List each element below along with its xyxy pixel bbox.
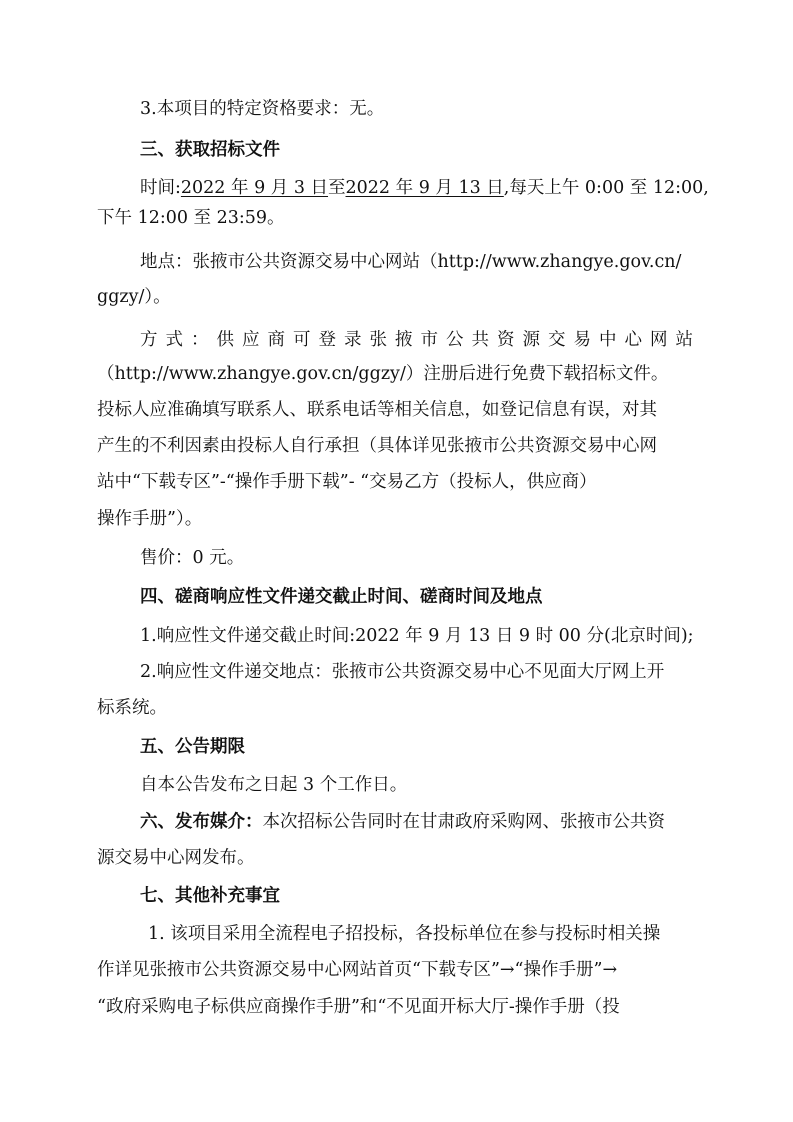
method-line-2: （http://www.zhangye.gov.cn/ggzy/）注册后进行免费下载招标文件。 [97,364,669,384]
method-line-1-char: 可 [293,330,311,350]
time-start-date: 2022 年 9 月 3 日 [180,178,329,198]
place-line-2: ggzy/）。 [97,287,171,307]
method-line-1-char: 易 [573,330,591,350]
section-7-heading: 七、其他补充事宜 [140,886,280,906]
section-3-heading: 三、获取招标文件 [140,140,280,160]
method-line-1-char: 供 [216,330,234,350]
method-line-1-char: 张 [369,330,387,350]
method-line-1-char: 公 [446,330,464,350]
method-line-1-char: 掖 [395,330,413,350]
time-line-2: 下午 12:00 至 23:59。 [97,208,285,228]
section-6-line-2: 源交易中心网发布。 [97,848,255,868]
qualification-item-3: 3.本项目的特定资格要求：无。 [140,99,385,119]
method-line-1-char: 商 [267,330,285,350]
method-line-1-char: 网 [650,330,668,350]
method-line-3: 投标人应准确填写联系人、联系电话等相关信息，如登记信息有误，对其 [97,400,657,420]
time-to: 至 [328,178,346,198]
time-daily-hours: ,每天上午 0:00 至 12:00, [503,178,709,198]
section-6-heading: 六、发布媒介： [140,812,263,832]
method-line-1-char: 式 [165,330,183,350]
announcement-period-text: 自本公告发布之日起 3 个工作日。 [140,775,408,795]
other-item-1-line-3: “政府采购电子标供应商操作手册”和“不见面开标大厅-操作手册（投 [97,997,620,1017]
method-line-1-char: 源 [522,330,540,350]
method-line-1-char: 共 [471,330,489,350]
method-line-5: 站中“下载专区”-“操作手册下载”- “交易乙方（投标人，供应商） [97,472,597,492]
method-line-1-char: 资 [497,330,515,350]
method-line-1-char: 市 [420,330,438,350]
other-item-1-line-2: 作详见张掖市公共资源交易中心网站首页“下载专区”→“操作手册”→ [97,960,618,980]
section-4-heading: 四、磋商响应性文件递交截止时间、磋商时间及地点 [140,587,543,607]
section-6-line-1 [140,810,665,834]
method-line-1-char: 应 [242,330,260,350]
method-line-1-char: 交 [548,330,566,350]
method-line-4: 产生的不利因素由投标人自行承担（具体详见张掖市公共资源交易中心网 [97,436,657,456]
section-5-heading: 五、公告期限 [140,737,245,757]
method-line-1-char: 录 [344,330,362,350]
method-line-1-char: 站 [675,330,693,350]
time-label: 时间: [140,178,181,198]
method-line-1-char: 心 [624,330,642,350]
place-line-1: 地点：张掖市公共资源交易中心网站（http://www.zhangye.gov.cn/ [140,252,682,272]
method-line-1-char: 方 [140,330,158,350]
time-end-date: 2022 年 9 月 13 日 [345,178,504,198]
method-line-1 [140,328,693,352]
deadline-item-1: 1.响应性文件递交截止时间:2022 年 9 月 13 日 9 时 00 分(北京时间); [140,626,694,646]
other-item-1-line-1: 1. 该项目采用全流程电子招投标，各投标单位在参与投标时相关操 [148,924,661,944]
deadline-item-2-line-2: 标系统。 [97,698,167,718]
time-line [140,176,709,200]
method-line-1-char: 登 [318,330,336,350]
method-line-1-char: 中 [599,330,617,350]
method-line-6: 操作手册”）。 [97,509,203,529]
deadline-item-2-line-1: 2.响应性文件递交地点：张掖市公共资源交易中心不见面大厅网上开 [140,662,665,682]
price-line: 售价：0 元。 [140,548,245,568]
section-6-text: 本次招标公告同时在甘肃政府采购网、张掖市公共资 [262,812,665,832]
method-line-1-char: ： [191,330,209,350]
